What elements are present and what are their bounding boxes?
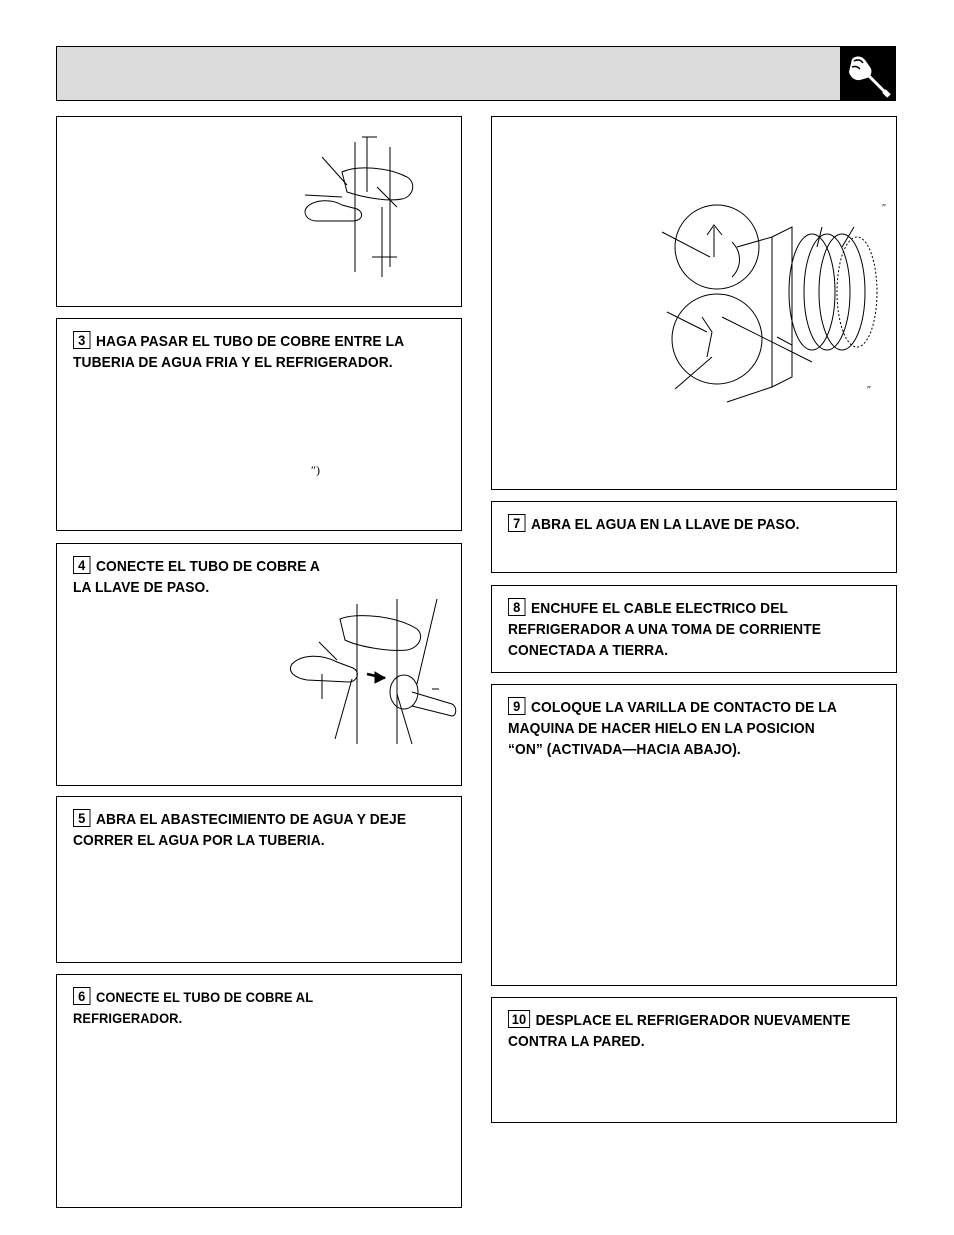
step-number: 5	[73, 809, 90, 827]
step-8-box	[491, 585, 897, 673]
shutoff-valve-figure-box	[56, 116, 462, 307]
step-10-title	[508, 1010, 852, 1052]
inch-mark-fragment: ″)	[311, 463, 320, 477]
step-number: 4	[73, 556, 90, 574]
step-number: 10	[508, 1010, 530, 1028]
step-3-box	[56, 318, 462, 531]
compression-fitting-illustration	[57, 544, 463, 787]
step-text: ABRA EL ABASTECIMIENTO DE AGUA Y DEJE CORRER EL AGUA POR LA TUBERIA.	[73, 811, 407, 849]
shutoff-valve-illustration	[57, 117, 463, 308]
step-text: CONECTE EL TUBO DE COBRE AL REFRIGERADOR.	[73, 989, 313, 1026]
step-8-title	[508, 598, 852, 661]
step-5-box	[56, 796, 462, 963]
step-7-box	[491, 501, 897, 573]
step-text: CONECTE EL TUBO DE COBRE A LA LLAVE DE PASO.	[73, 558, 320, 596]
step-4-box	[56, 543, 462, 786]
inch-mark-fragment: ″	[882, 203, 887, 214]
step-number: 8	[508, 598, 525, 616]
step-number: 9	[508, 697, 525, 715]
step-text: DESPLACE EL REFRIGERADOR NUEVAMENTE CONTRA LA PARED.	[508, 1012, 851, 1050]
inch-mark-fragment: ″	[867, 385, 872, 396]
page-header-bar	[56, 46, 896, 101]
step-3-title	[73, 331, 417, 373]
step-6-title	[73, 987, 417, 1029]
refrigerator-back-illustration	[492, 117, 898, 491]
step-text: ENCHUFE EL CABLE ELECTRICO DEL REFRIGERADOR A UNA TOMA DE CORRIENTE CONECTADA A TIERRA.	[508, 600, 822, 659]
step-5-title	[73, 809, 417, 851]
step-text: HAGA PASAR EL TUBO DE COBRE ENTRE LA TUBERIA DE AGUA FRIA Y EL REFRIGERADOR.	[73, 333, 404, 371]
step-number: 6	[73, 987, 90, 1005]
step-7-title	[508, 514, 852, 535]
hand-screwdriver-icon	[840, 47, 895, 100]
step-number: 3	[73, 331, 90, 349]
step-text: ABRA EL AGUA EN LA LLAVE DE PASO.	[531, 516, 800, 533]
step-6-box	[56, 974, 462, 1208]
step-number: 7	[508, 514, 525, 532]
step-text: COLOQUE LA VARILLA DE CONTACTO DE LA MAQUINA DE HACER HIELO EN LA POSICION “ON” (ACTIVADA—HACIA ABAJO).	[508, 699, 837, 758]
step-10-box	[491, 997, 897, 1123]
step-9-box	[491, 684, 897, 986]
refrigerator-connection-figure-box	[491, 116, 897, 490]
step-9-title	[508, 697, 852, 760]
